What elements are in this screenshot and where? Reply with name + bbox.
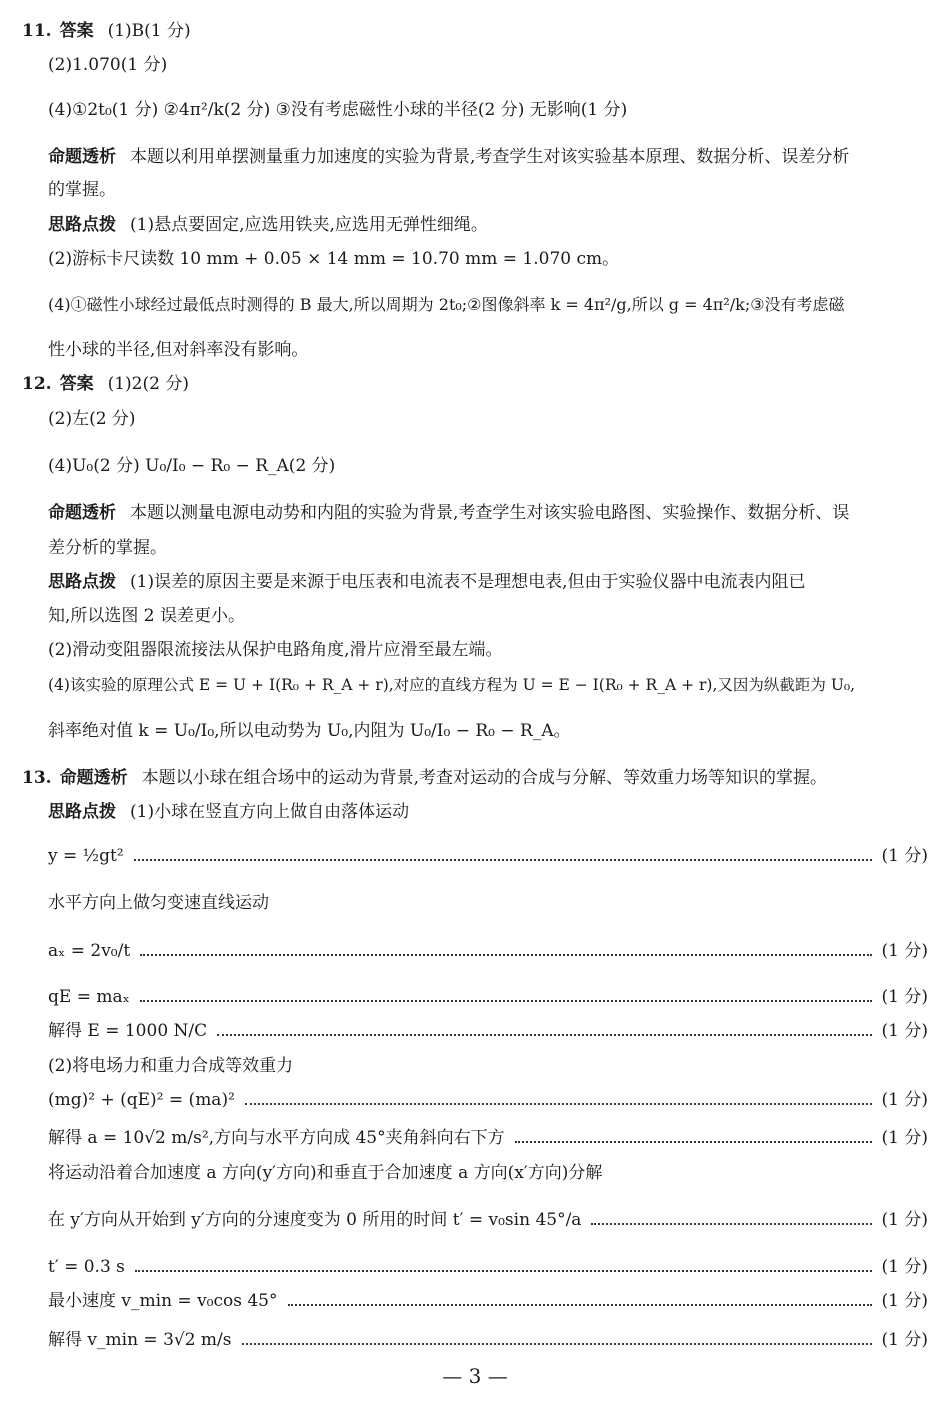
q11-answer-4: (4)①2t₀(1 分) ②4π²/k(2 分) ③没有考虑磁性小球的半径(2 分) 无影响(1 分) (48, 100, 628, 120)
score-point: (1 分) (881, 1021, 928, 1041)
dot-leader (242, 1343, 872, 1345)
q13-intent-text: 本题以小球在组合场中的运动为背景,考查对运动的合成与分解、等效重力场等知识的掌握。 (141, 768, 827, 788)
step-formula: 最小速度 v_min = v₀cos 45° (48, 1291, 278, 1311)
q11-intent-tag: 命题透析 (48, 147, 116, 167)
q13-intent-tag: 命题透析 (59, 768, 128, 788)
q11-intent-line (48, 144, 849, 170)
q12-intent-line (48, 500, 849, 526)
q12-intent-text-1: 本题以测量电源电动势和内阻的实验为背景,考查学生对该实验电路图、实验操作、数据分析、误 (130, 503, 850, 523)
score-point: (1 分) (881, 941, 928, 961)
q12-intent-tag: 命题透析 (48, 503, 116, 523)
dot-leader (288, 1304, 872, 1306)
q13-text-2: 水平方向上做匀变速直线运动 (48, 893, 269, 913)
step-formula: y = ½gt² (48, 846, 124, 866)
q12-answer-line (22, 371, 189, 397)
q12-hint-5: 斜率绝对值 k = U₀/I₀,所以电动势为 U₀,内阻为 U₀/I₀ − R₀ − R_A。 (48, 721, 571, 741)
dot-leader (140, 1000, 872, 1002)
q11-label: 11. (22, 21, 52, 41)
q12-answer-tag: 答案 (59, 374, 94, 394)
q13-text-5: (2)将电场力和重力合成等效重力 (48, 1056, 294, 1076)
score-point: (1 分) (881, 1291, 928, 1311)
dot-leader (591, 1223, 871, 1225)
q12-hint-tag: 思路点拨 (48, 572, 116, 592)
q13-hint-tag: 思路点拨 (48, 802, 116, 822)
q12-label: 12. (22, 374, 52, 394)
q13-text-7: 将运动沿着合加速度 a 方向(y′方向)和垂直于合加速度 a 方向(x′方向)分解 (48, 1163, 603, 1183)
q11-hint-3: (4)①磁性小球经过最低点时测得的 B 最大,所以周期为 2t₀;②图像斜率 k = 4π²/g,所以 g = 4π²/k;③没有考虑磁 (48, 295, 845, 314)
q12-hint-3: (2)滑动变阻器限流接法从保护电路角度,滑片应滑至最左端。 (48, 640, 503, 660)
q11-hint-1: (1)悬点要固定,应选用铁夹,应选用无弹性细绳。 (130, 215, 488, 235)
q13-intent-line (22, 765, 827, 791)
step-formula: (mg)² + (qE)² = (ma)² (48, 1090, 235, 1110)
q11-intent-text-1: 本题以利用单摆测量重力加速度的实验为背景,考查学生对该实验基本原理、数据分析、误差分析 (130, 147, 850, 167)
page-number: — 3 — (442, 1364, 508, 1388)
dot-leader (245, 1103, 872, 1105)
q13-step-2 (48, 938, 928, 964)
step-formula: t′ = 0.3 s (48, 1257, 125, 1277)
q13-step-1 (48, 843, 928, 869)
q13-step-9 (48, 1288, 928, 1314)
q13-step-10 (48, 1327, 928, 1353)
step-formula: 解得 E = 1000 N/C (48, 1021, 208, 1041)
q13-step-7 (48, 1207, 928, 1233)
q11-answer-tag: 答案 (59, 21, 94, 41)
q11-hint-2: (2)游标卡尺读数 10 mm + 0.05 × 14 mm = 10.70 mm = 1.070 cm。 (48, 249, 620, 269)
step-formula: 解得 v_min = 3√2 m/s (48, 1330, 232, 1350)
q11-answer-line (22, 18, 191, 44)
q12-hint-2: 知,所以选图 2 误差更小。 (48, 606, 246, 626)
q11-intent-text-2: 的掌握。 (48, 180, 116, 200)
q13-step-5 (48, 1087, 928, 1113)
q11-hint-4: 性小球的半径,但对斜率没有影响。 (48, 340, 309, 360)
q12-hint-line (48, 569, 805, 595)
q13-step-8 (48, 1254, 928, 1280)
q13-step-6 (48, 1125, 928, 1151)
q13-hint-1: (1)小球在竖直方向上做自由落体运动 (130, 802, 410, 822)
q13-hint-line (48, 799, 409, 825)
score-point: (1 分) (881, 1128, 928, 1148)
q12-answer-4: (4)U₀(2 分) U₀/I₀ − R₀ − R_A(2 分) (48, 456, 336, 476)
dot-leader (515, 1141, 872, 1143)
q11-hint-tag: 思路点拨 (48, 215, 116, 235)
dot-leader (135, 1270, 872, 1272)
q12-hint-1: (1)误差的原因主要是来源于电压表和电流表不是理想电表,但由于实验仪器中电流表内阻已 (130, 572, 806, 592)
dot-leader (140, 954, 871, 956)
dot-leader (134, 859, 872, 861)
score-point: (1 分) (881, 1210, 928, 1230)
q11-answer-2: (2)1.070(1 分) (48, 55, 168, 75)
score-point: (1 分) (881, 987, 928, 1007)
q12-intent-text-2: 差分析的掌握。 (48, 538, 167, 558)
score-point: (1 分) (881, 1330, 928, 1350)
q13-step-4 (48, 1018, 928, 1044)
step-formula: aₓ = 2v₀/t (48, 941, 131, 961)
score-point: (1 分) (881, 1257, 928, 1277)
score-point: (1 分) (881, 1090, 928, 1110)
dot-leader (217, 1034, 871, 1036)
q11-hint-line (48, 212, 488, 238)
step-formula: qE = maₓ (48, 987, 130, 1007)
q12-answer-2: (2)左(2 分) (48, 409, 136, 429)
score-point: (1 分) (881, 846, 928, 866)
q12-answer-1: (1)2(2 分) (107, 374, 189, 394)
step-formula: 解得 a = 10√2 m/s²,方向与水平方向成 45°夹角斜向右下方 (48, 1128, 505, 1148)
q12-hint-4: (4)该实验的原理公式 E = U + I(R₀ + R_A + r),对应的直线方程为 U = E − I(R₀ + R_A + r),又因为纵截距为 U₀, (48, 676, 856, 694)
q11-answer-1: (1)B(1 分) (107, 21, 191, 41)
q13-step-3 (48, 984, 928, 1010)
q13-label: 13. (22, 768, 52, 788)
step-formula: 在 y′方向从开始到 y′方向的分速度变为 0 所用的时间 t′ = v₀sin 45°/a (48, 1210, 582, 1230)
